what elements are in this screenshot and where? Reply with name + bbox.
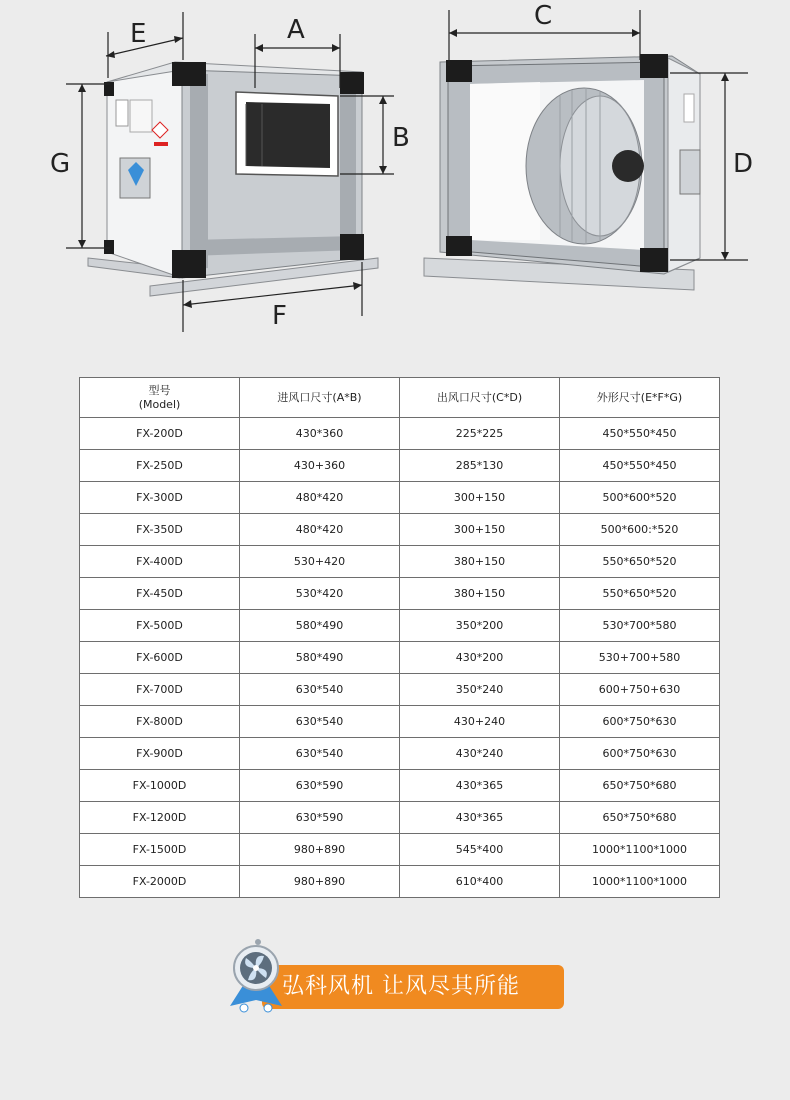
cell-inlet: 980+890: [240, 866, 400, 898]
cell-inlet: 480*420: [240, 482, 400, 514]
table-row: [80, 802, 720, 834]
cell-outlet: 430*365: [400, 770, 560, 802]
cell-outlet: 225*225: [400, 418, 560, 450]
cell-outlet: 380+150: [400, 578, 560, 610]
header-line: 型号: [148, 383, 171, 397]
table-row: [80, 642, 720, 674]
dimension-label-b: B: [392, 123, 410, 153]
dimension-label-d: D: [733, 149, 754, 179]
table-row: [80, 674, 720, 706]
dimension-label-e: E: [130, 19, 147, 49]
corner-cap: [172, 62, 206, 86]
product-figures: [0, 0, 790, 345]
cell-model: FX-1500D: [80, 834, 240, 866]
header-outlet-size: [400, 378, 560, 418]
cell-overall: 550*650*520: [560, 546, 720, 578]
cell-model: FX-250D: [80, 450, 240, 482]
table-row: [80, 482, 720, 514]
cell-model: FX-600D: [80, 642, 240, 674]
cell-outlet: 430*200: [400, 642, 560, 674]
dimension-label-g: G: [50, 149, 71, 179]
cell-inlet: 530*420: [240, 578, 400, 610]
cell-inlet: 630*540: [240, 706, 400, 738]
header-inlet-size: [240, 378, 400, 418]
table-row: [80, 610, 720, 642]
cell-model: FX-300D: [80, 482, 240, 514]
table-row: [80, 706, 720, 738]
table-row: [80, 418, 720, 450]
corner-cap: [340, 234, 364, 260]
cell-overall: 650*750*680: [560, 770, 720, 802]
cell-inlet: 630*590: [240, 802, 400, 834]
cell-outlet: 610*400: [400, 866, 560, 898]
cell-outlet: 430*365: [400, 802, 560, 834]
table-row: [80, 450, 720, 482]
header-line: 出风口尺寸(C*D): [436, 390, 523, 404]
cell-outlet: 430*240: [400, 738, 560, 770]
cell-overall: 600*750*630: [560, 706, 720, 738]
cell-model: FX-900D: [80, 738, 240, 770]
cell-overall: 450*550*450: [560, 450, 720, 482]
dimension-label-f: F: [272, 301, 287, 331]
cell-inlet: 480*420: [240, 514, 400, 546]
header-line: 进风口尺寸(A*B): [277, 390, 362, 404]
header-line: 外形尺寸(E*F*G): [596, 390, 683, 404]
dimension-label-c: C: [534, 1, 553, 31]
cell-overall: 450*550*450: [560, 418, 720, 450]
cell-overall: 530+700+580: [560, 642, 720, 674]
cell-outlet: 430+240: [400, 706, 560, 738]
cell-overall: 500*600*520: [560, 482, 720, 514]
corner-cap: [172, 250, 206, 278]
table-row: [80, 770, 720, 802]
header-line: (Model): [138, 397, 181, 411]
cell-inlet: 580*490: [240, 610, 400, 642]
cell-outlet: 350*200: [400, 610, 560, 642]
cell-inlet: 530+420: [240, 546, 400, 578]
cell-model: FX-700D: [80, 674, 240, 706]
inlet-view-cabinet: [50, 12, 410, 332]
cell-overall: 500*600:*520: [560, 514, 720, 546]
cell-model: FX-450D: [80, 578, 240, 610]
outlet-view-cabinet: [424, 1, 753, 290]
header-overall-size: [560, 378, 720, 418]
corner-cap: [340, 72, 364, 94]
table-row: [80, 834, 720, 866]
cell-overall: 550*650*520: [560, 578, 720, 610]
cell-overall: 650*750*680: [560, 802, 720, 834]
cell-outlet: 300+150: [400, 514, 560, 546]
cell-model: FX-400D: [80, 546, 240, 578]
cell-overall: 1000*1100*1000: [560, 834, 720, 866]
cell-inlet: 630*540: [240, 674, 400, 706]
cell-inlet: 630*540: [240, 738, 400, 770]
cell-outlet: 380+150: [400, 546, 560, 578]
table-header-row: [80, 378, 720, 418]
cell-overall: 600+750+630: [560, 674, 720, 706]
cell-inlet: 430*360: [240, 418, 400, 450]
table-row: [80, 738, 720, 770]
cell-model: FX-1200D: [80, 802, 240, 834]
cell-outlet: 545*400: [400, 834, 560, 866]
cell-model: FX-200D: [80, 418, 240, 450]
brand-banner: [224, 934, 568, 1014]
header-model: [80, 378, 240, 418]
table-row: [80, 578, 720, 610]
cell-model: FX-500D: [80, 610, 240, 642]
cell-overall: 1000*1100*1000: [560, 866, 720, 898]
cell-inlet: 980+890: [240, 834, 400, 866]
cell-inlet: 630*590: [240, 770, 400, 802]
table-row: [80, 546, 720, 578]
cell-inlet: 430+360: [240, 450, 400, 482]
cell-outlet: 300+150: [400, 482, 560, 514]
banner-slogan: 弘科风机 让风尽其所能: [282, 974, 520, 999]
cell-overall: 600*750*630: [560, 738, 720, 770]
cell-overall: 530*700*580: [560, 610, 720, 642]
cell-model: FX-1000D: [80, 770, 240, 802]
cell-outlet: 285*130: [400, 450, 560, 482]
cell-model: FX-350D: [80, 514, 240, 546]
fan-mascot-icon: [224, 934, 288, 1014]
spec-table: [79, 377, 720, 898]
dimension-label-a: A: [287, 15, 305, 45]
cell-inlet: 580*490: [240, 642, 400, 674]
table-row: [80, 866, 720, 898]
cell-model: FX-800D: [80, 706, 240, 738]
cell-outlet: 350*240: [400, 674, 560, 706]
cell-model: FX-2000D: [80, 866, 240, 898]
table-row: [80, 514, 720, 546]
